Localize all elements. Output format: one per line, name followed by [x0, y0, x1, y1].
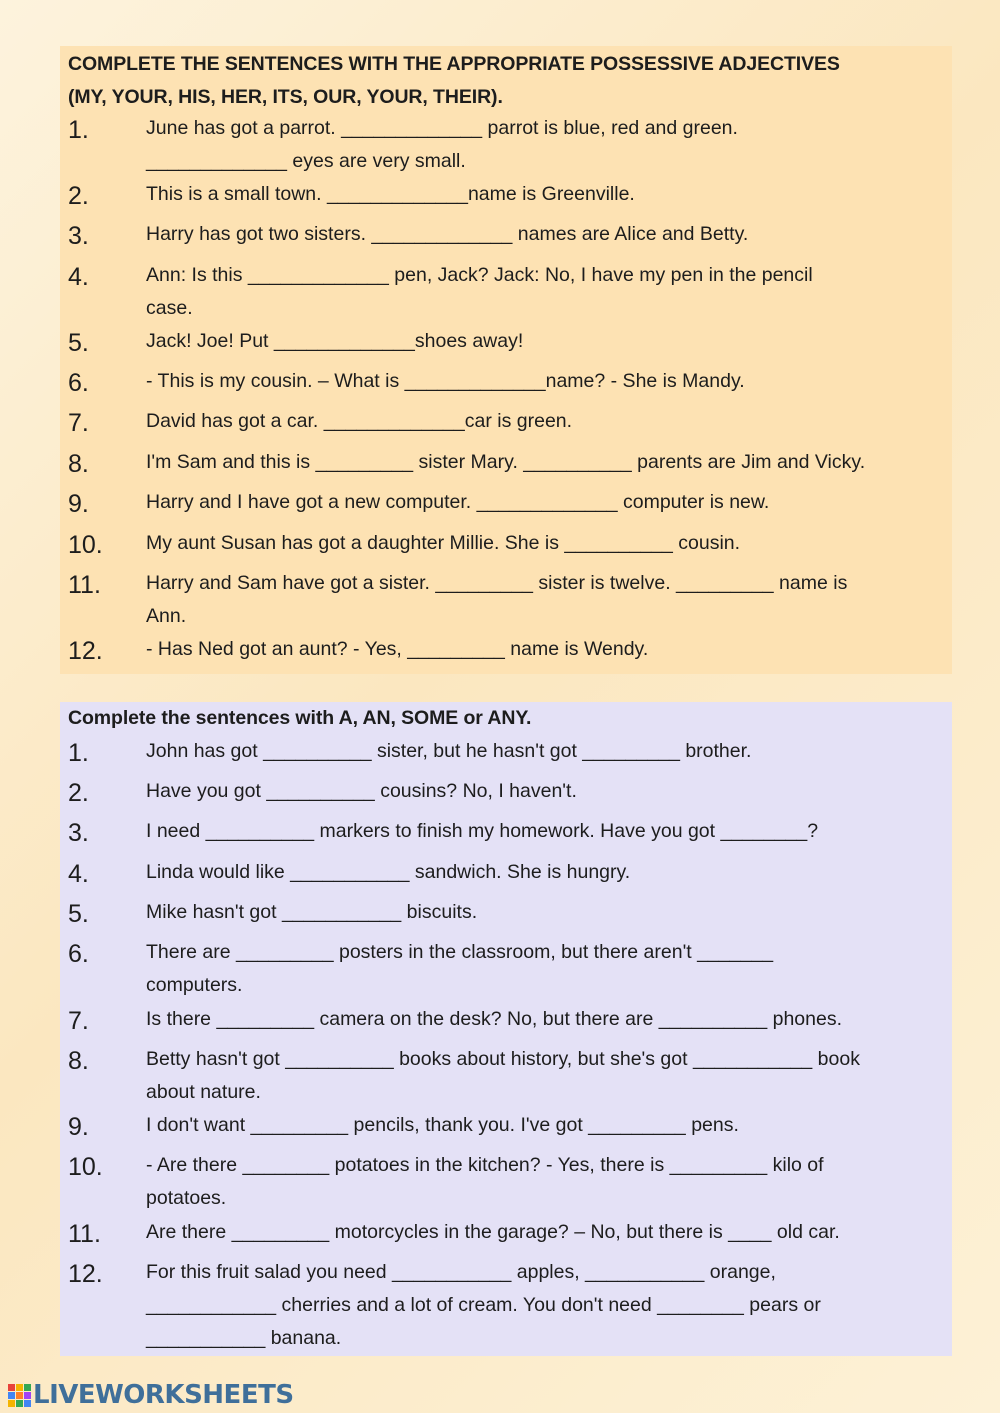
liveworksheets-logo: [8, 1380, 294, 1410]
section1-heading-line1: COMPLETE THE SENTENCES WITH THE APPROPRIATE POSSESSIVE ADJECTIVES: [68, 53, 840, 75]
item-number: 12.: [68, 637, 103, 665]
item-number: 4.: [68, 263, 89, 291]
item-number: 5.: [68, 329, 89, 357]
possessive-adjectives-section: [60, 46, 952, 674]
item-text-line: This is a small town. _____________name is Greenville.: [146, 183, 635, 205]
item-text-line: Harry and Sam have got a sister. _________ sister is twelve. _________ name is: [146, 572, 848, 594]
item-text-line: David has got a car. _____________car is green.: [146, 410, 573, 432]
item-text-line: Linda would like ___________ sandwich. She is hungry.: [146, 861, 631, 883]
item-text-line: Is there _________ camera on the desk? No, but there are __________ phones.: [146, 1008, 843, 1030]
item-number: 11.: [68, 571, 101, 599]
logo-text: LIVEWORKSHEETS: [33, 1380, 294, 1410]
item-text-line: I don't want _________ pencils, thank you. I've got _________ pens.: [146, 1114, 739, 1136]
item-text-line: There are _________ posters in the classroom, but there aren't _______: [146, 941, 774, 963]
item-number: 1.: [68, 116, 89, 144]
item-text-line: June has got a parrot. _____________ parrot is blue, red and green.: [146, 117, 738, 139]
logo-square: [16, 1392, 23, 1399]
item-text-line: computers.: [146, 974, 243, 996]
articles-section: [60, 702, 952, 1356]
section2-heading: Complete the sentences with A, AN, SOME or ANY.: [68, 707, 532, 729]
item-text-line: Are there _________ motorcycles in the garage? – No, but there is ____ old car.: [146, 1221, 840, 1243]
logo-square: [24, 1400, 31, 1407]
item-text-line: My aunt Susan has got a daughter Millie. She is __________ cousin.: [146, 532, 741, 554]
item-number: 9.: [68, 490, 89, 518]
item-text-line: - Are there ________ potatoes in the kitchen? - Yes, there is _________ kilo of: [146, 1154, 824, 1176]
item-number: 4.: [68, 860, 89, 888]
item-number: 12.: [68, 1260, 103, 1288]
item-number: 1.: [68, 739, 89, 767]
item-text-line: Ann.: [146, 605, 187, 627]
item-number: 7.: [68, 409, 89, 437]
item-number: 3.: [68, 222, 89, 250]
logo-square: [8, 1400, 15, 1407]
logo-square: [24, 1384, 31, 1391]
logo-grid-icon: [8, 1384, 31, 1407]
item-number: 5.: [68, 900, 89, 928]
item-number: 8.: [68, 1047, 89, 1075]
item-text-line: - Has Ned got an aunt? - Yes, _________ name is Wendy.: [146, 638, 649, 660]
item-text-line: _____________ eyes are very small.: [146, 150, 466, 172]
item-number: 10.: [68, 1153, 103, 1181]
item-number: 6.: [68, 369, 89, 397]
item-text-line: Ann: Is this _____________ pen, Jack? Jack: No, I have my pen in the pencil: [146, 264, 813, 286]
section1-heading-line2: (MY, YOUR, HIS, HER, ITS, OUR, YOUR, THEIR).: [68, 86, 503, 108]
logo-square: [8, 1384, 15, 1391]
item-number: 6.: [68, 940, 89, 968]
item-text-line: ___________ banana.: [146, 1327, 342, 1349]
item-number: 8.: [68, 450, 89, 478]
item-number: 3.: [68, 819, 89, 847]
item-number: 10.: [68, 531, 103, 559]
item-text-line: - This is my cousin. – What is _____________name? - She is Mandy.: [146, 370, 745, 392]
item-number: 2.: [68, 779, 89, 807]
item-text-line: Betty hasn't got __________ books about history, but she's got ___________ book: [146, 1048, 860, 1070]
item-text-line: Jack! Joe! Put _____________shoes away!: [146, 330, 524, 352]
logo-square: [8, 1392, 15, 1399]
item-text-line: Harry has got two sisters. _____________ names are Alice and Betty.: [146, 223, 749, 245]
logo-square: [16, 1384, 23, 1391]
logo-square: [24, 1392, 31, 1399]
item-text-line: John has got __________ sister, but he hasn't got _________ brother.: [146, 740, 752, 762]
item-number: 7.: [68, 1007, 89, 1035]
item-text-line: I'm Sam and this is _________ sister Mary. __________ parents are Jim and Vicky.: [146, 451, 866, 473]
section1-heading: [68, 46, 944, 114]
item-text-line: Harry and I have got a new computer. _____________ computer is new.: [146, 491, 770, 513]
logo-square: [16, 1400, 23, 1407]
item-number: 9.: [68, 1113, 89, 1141]
item-text-line: potatoes.: [146, 1187, 227, 1209]
item-text-line: I need __________ markers to finish my homework. Have you got ________?: [146, 820, 819, 842]
item-text-line: Have you got __________ cousins? No, I haven't.: [146, 780, 577, 802]
item-number: 2.: [68, 182, 89, 210]
item-text-line: For this fruit salad you need ___________ apples, ___________ orange,: [146, 1261, 776, 1283]
item-text-line: case.: [146, 297, 193, 319]
item-number: 11.: [68, 1220, 101, 1248]
item-text-line: about nature.: [146, 1081, 261, 1103]
item-text-line: Mike hasn't got ___________ biscuits.: [146, 901, 478, 923]
item-text-line: ____________ cherries and a lot of cream. You don't need ________ pears or: [146, 1294, 821, 1316]
